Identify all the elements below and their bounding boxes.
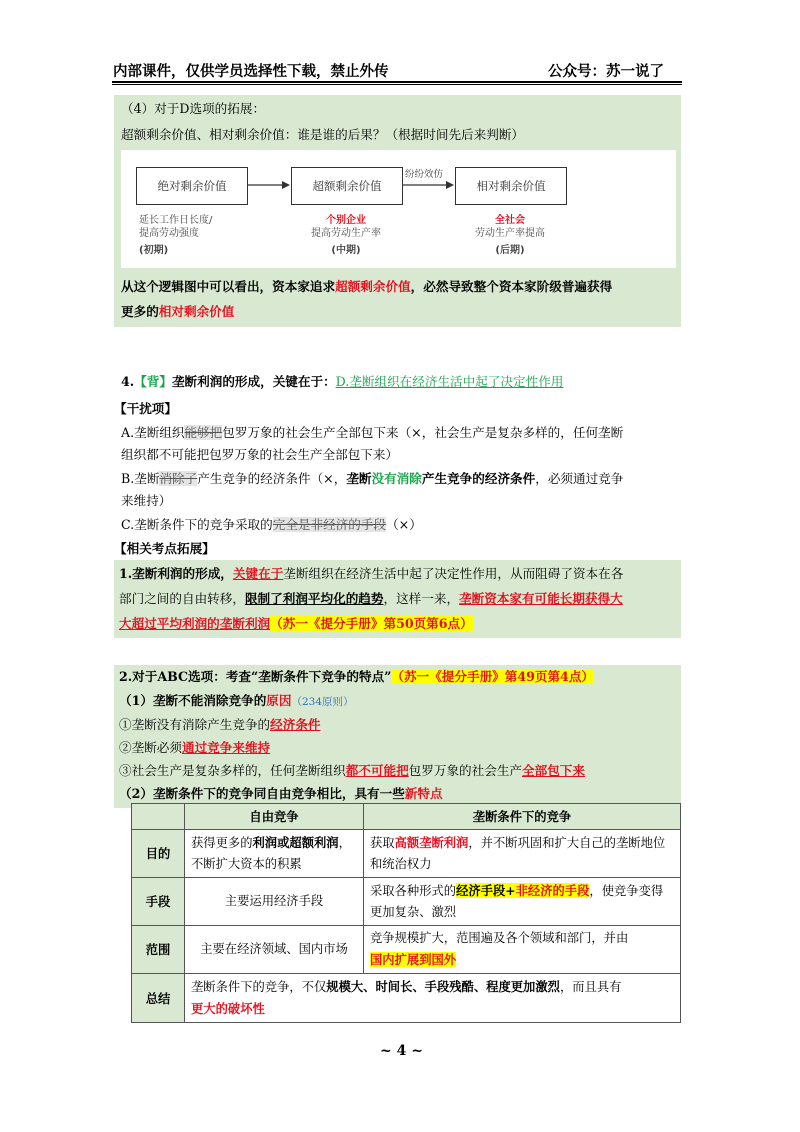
- related-point-2-title: 2.对于ABC选项：考查“垄断条件下竞争的特点”（苏一《提分手册》第49页第4点）: [119, 669, 595, 684]
- diagram-box-relative: 相对剩余价值: [455, 167, 567, 205]
- table-header-row: [132, 804, 681, 830]
- table-cell-summary: 垄断条件下的竞争，不仅规模大、时间长、手段残酷、程度更加激烈，而且具有 更大的破坏性: [185, 974, 681, 1023]
- diagram-caption-1: 延长工作日长度/ 提高劳动强度 (初期): [139, 215, 213, 256]
- table-row-label: 总结: [132, 974, 185, 1023]
- table-cell: 采取各种形式的经济手段+非经济的手段，使竞争变得更加复杂、激烈: [364, 878, 681, 926]
- table-row-label: 目的: [132, 830, 185, 878]
- arrow-head-2: [446, 181, 454, 189]
- logic-diagram: [121, 150, 676, 268]
- header-right: 公众号：苏一说了: [548, 64, 664, 80]
- extension-conclusion-line2: 更多的相对剩余价值: [121, 304, 235, 319]
- distractor-a-line2: 组织都不可能把包罗万象的社会生产全部包下来）: [121, 447, 399, 462]
- header-rule: [112, 81, 682, 83]
- related-point-1-line3: 大超过平均利润的垄断利润（苏一《提分手册》第50页第6点）: [119, 616, 473, 631]
- header-rule-thin: [112, 84, 682, 85]
- diagram-box-excess: 超额剩余价值: [291, 167, 403, 205]
- related-point-1-line2: 部门之间的自由转移，限制了利润平均化的趋势，这样一来，垄断资本家有可能长期获得大: [119, 591, 623, 606]
- table-row: [132, 830, 681, 878]
- table-cell: 获得更多的利润或超额利润，不断扩大资本的积累: [185, 830, 364, 878]
- table-col-header-free: 自由竞争: [185, 804, 364, 830]
- extension-conclusion-line1: 从这个逻辑图中可以看出，资本家追求超额剩余价值，必然导致整个资本家阶级普遍获得: [121, 279, 613, 294]
- related-point-1-line1: 1.垄断利润的形成，关键在于垄断组织在经济生活中起了决定性作用，从而阻碍了资本在各: [119, 566, 624, 581]
- table-corner: [132, 804, 185, 830]
- page-number: ~ 4 ~: [380, 1043, 423, 1059]
- table-row: [132, 878, 681, 926]
- table-col-header-monopoly: 垄断条件下的竞争: [364, 804, 681, 830]
- distractor-c: C.垄断条件下的竞争采取的完全是非经济的手段（×）: [121, 517, 422, 532]
- diagram-caption-2: 个别企业 提高劳动生产率 (中期): [311, 215, 381, 256]
- table-row-label: 手段: [132, 878, 185, 926]
- question-4-answer: D.垄断组织在经济生活中起了决定性作用: [335, 374, 564, 389]
- extension-question: 超额剩余价值、相对剩余价值：谁是谁的后果？（根据时间先后来判断）: [121, 127, 524, 142]
- manual-ref-2: （苏一《提分手册》第49页第4点）: [391, 669, 595, 684]
- diagram-arrow-label: 纷纷效仿: [405, 169, 444, 180]
- table-cell: 主要运用经济手段: [185, 878, 364, 926]
- related-title: 【相关考点拓展】: [114, 541, 215, 556]
- sub-1-item-1: ①垄断没有消除产生竞争的经济条件: [119, 717, 321, 732]
- header-left: 内部课件，仅供学员选择性下载，禁止外传: [113, 64, 389, 80]
- distractors-title: 【干扰项】: [114, 401, 177, 416]
- sub-2-title: （2）垄断条件下的竞争同自由竞争相比，具有一些新特点: [119, 786, 443, 801]
- table-row: [132, 926, 681, 974]
- distractor-b-line2: 来维持）: [121, 493, 172, 508]
- distractor-b-line1: B.垄断消除了产生竞争的经济条件（×，垄断没有消除产生竞争的经济条件，必须通过竞争: [121, 471, 624, 486]
- distractor-a-line1: A.垄断组织能够把包罗万象的社会生产全部包下来（×，社会生产是复杂多样的，任何垄断: [121, 425, 624, 440]
- sub-1-item-3: ③社会生产是复杂多样的，任何垄断组织都不可能把包罗万象的社会生产全部包下来: [119, 763, 585, 778]
- diagram-caption-3: 全社会 劳动生产率提高 (后期): [475, 215, 545, 256]
- sub-1-title: （1）垄断不能消除竞争的原因（234原则）: [119, 693, 354, 708]
- table-cell: 竞争规模扩大，范围遍及各个领域和部门，并由 国内扩展到国外: [364, 926, 681, 974]
- diagram-box-absolute: 绝对剩余价值: [136, 167, 248, 205]
- table-row-label: 范围: [132, 926, 185, 974]
- arrow-head-1: [282, 181, 290, 189]
- extension-title: （4）对于D选项的拓展：: [121, 101, 266, 116]
- table-cell: 获取高额垄断利润，并不断巩固和扩大自己的垄断地位和统治权力: [364, 830, 681, 878]
- competition-comparison-table: [131, 803, 681, 1023]
- table-row: [132, 974, 681, 1023]
- manual-ref-1: （苏一《提分手册》第50页第6点）: [270, 616, 473, 631]
- question-4: 4.【背】垄断利润的形成，关键在于：D.垄断组织在经济生活中起了决定性作用: [121, 374, 564, 389]
- sub-1-item-2: ②垄断必须通过竞争来维持: [119, 740, 271, 755]
- table-cell: 主要在经济领域、国内市场: [185, 926, 364, 974]
